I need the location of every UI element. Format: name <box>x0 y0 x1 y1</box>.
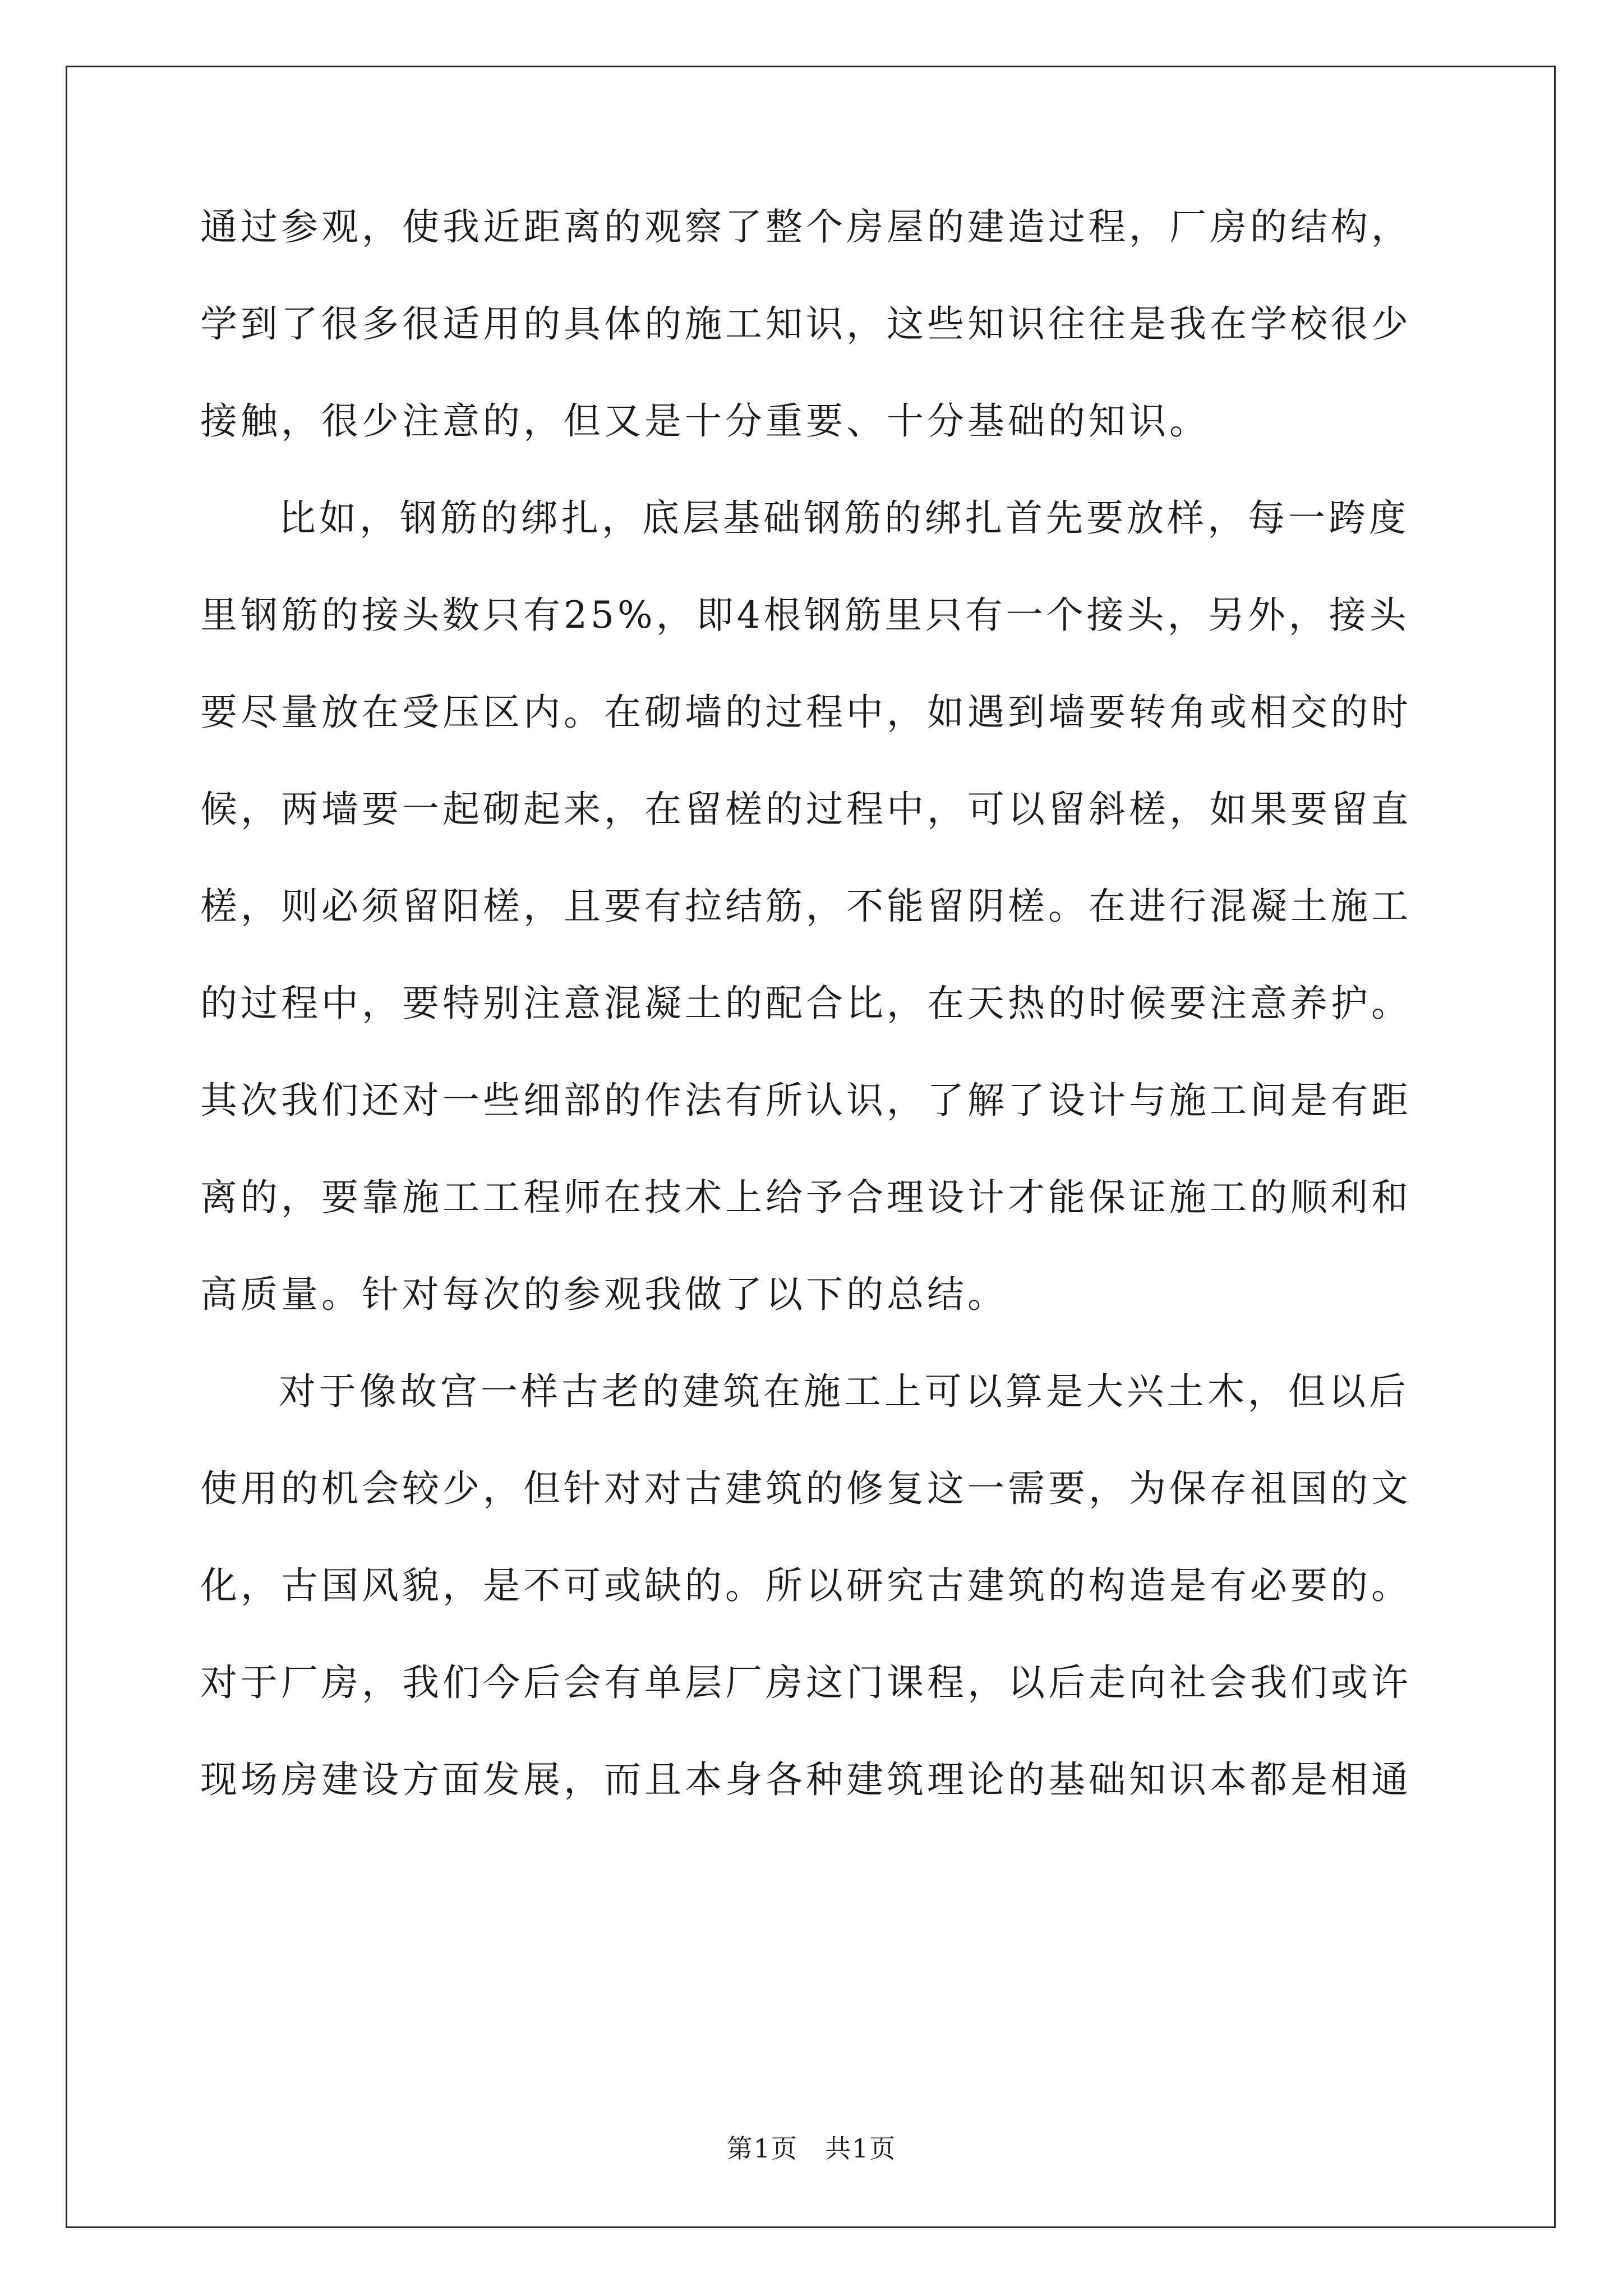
text-line: 对于厂房，我们今后会有单层厂房这门课程，以后走向社会我们或许 <box>200 1661 1412 1704</box>
text-line: 里钢筋的接头数只有25%，即4根钢筋里只有一个接头，另外，接头 <box>200 593 1410 637</box>
text-line: 接触，很少注意的，但又是十分重要、十分基础的知识。 <box>200 399 1210 443</box>
text-line: 高质量。针对每次的参观我做了以下的总结。 <box>200 1273 1008 1316</box>
text-line: 化，古国风貌，是不可或缺的。所以研究古建筑的构造是有必要的。 <box>200 1564 1412 1607</box>
text-line: 离的，要靠施工工程师在技术上给予合理设计才能保证施工的顺利和 <box>200 1176 1412 1219</box>
text-line: 学到了很多很适用的具体的施工知识，这些知识往往是我在学校很少 <box>200 302 1412 346</box>
text-line: 通过参观，使我近距离的观察了整个房屋的建造过程，厂房的结构， <box>200 205 1412 249</box>
text-line: 使用的机会较少，但针对对古建筑的修复这一需要，为保存祖国的文 <box>200 1467 1412 1510</box>
text-line: 现场房建设方面发展，而且本身各种建筑理论的基础知识本都是相通 <box>200 1758 1412 1801</box>
text-line: 要尽量放在受压区内。在砌墙的过程中，如遇到墙要转角或相交的时 <box>200 691 1412 734</box>
text-line: 的过程中，要特别注意混凝土的配合比，在天热的时候要注意养护。 <box>200 982 1412 1025</box>
text-line: 候，两墙要一起砌起来，在留槎的过程中，可以留斜槎，如果要留直 <box>200 788 1412 831</box>
text-line: 其次我们还对一些细部的作法有所认识，了解了设计与施工间是有距 <box>200 1079 1412 1122</box>
text-line: 比如，钢筋的绑扎，底层基础钢筋的绑扎首先要放样，每一跨度 <box>279 496 1409 540</box>
text-line: 槎，则必须留阳槎，且要有拉结筋，不能留阴槎。在进行混凝土施工 <box>200 885 1412 928</box>
text-line: 对于像故宫一样古老的建筑在施工上可以算是大兴土木，但以后 <box>279 1370 1409 1413</box>
page-footer: 第1页 共1页 <box>726 2133 897 2164</box>
